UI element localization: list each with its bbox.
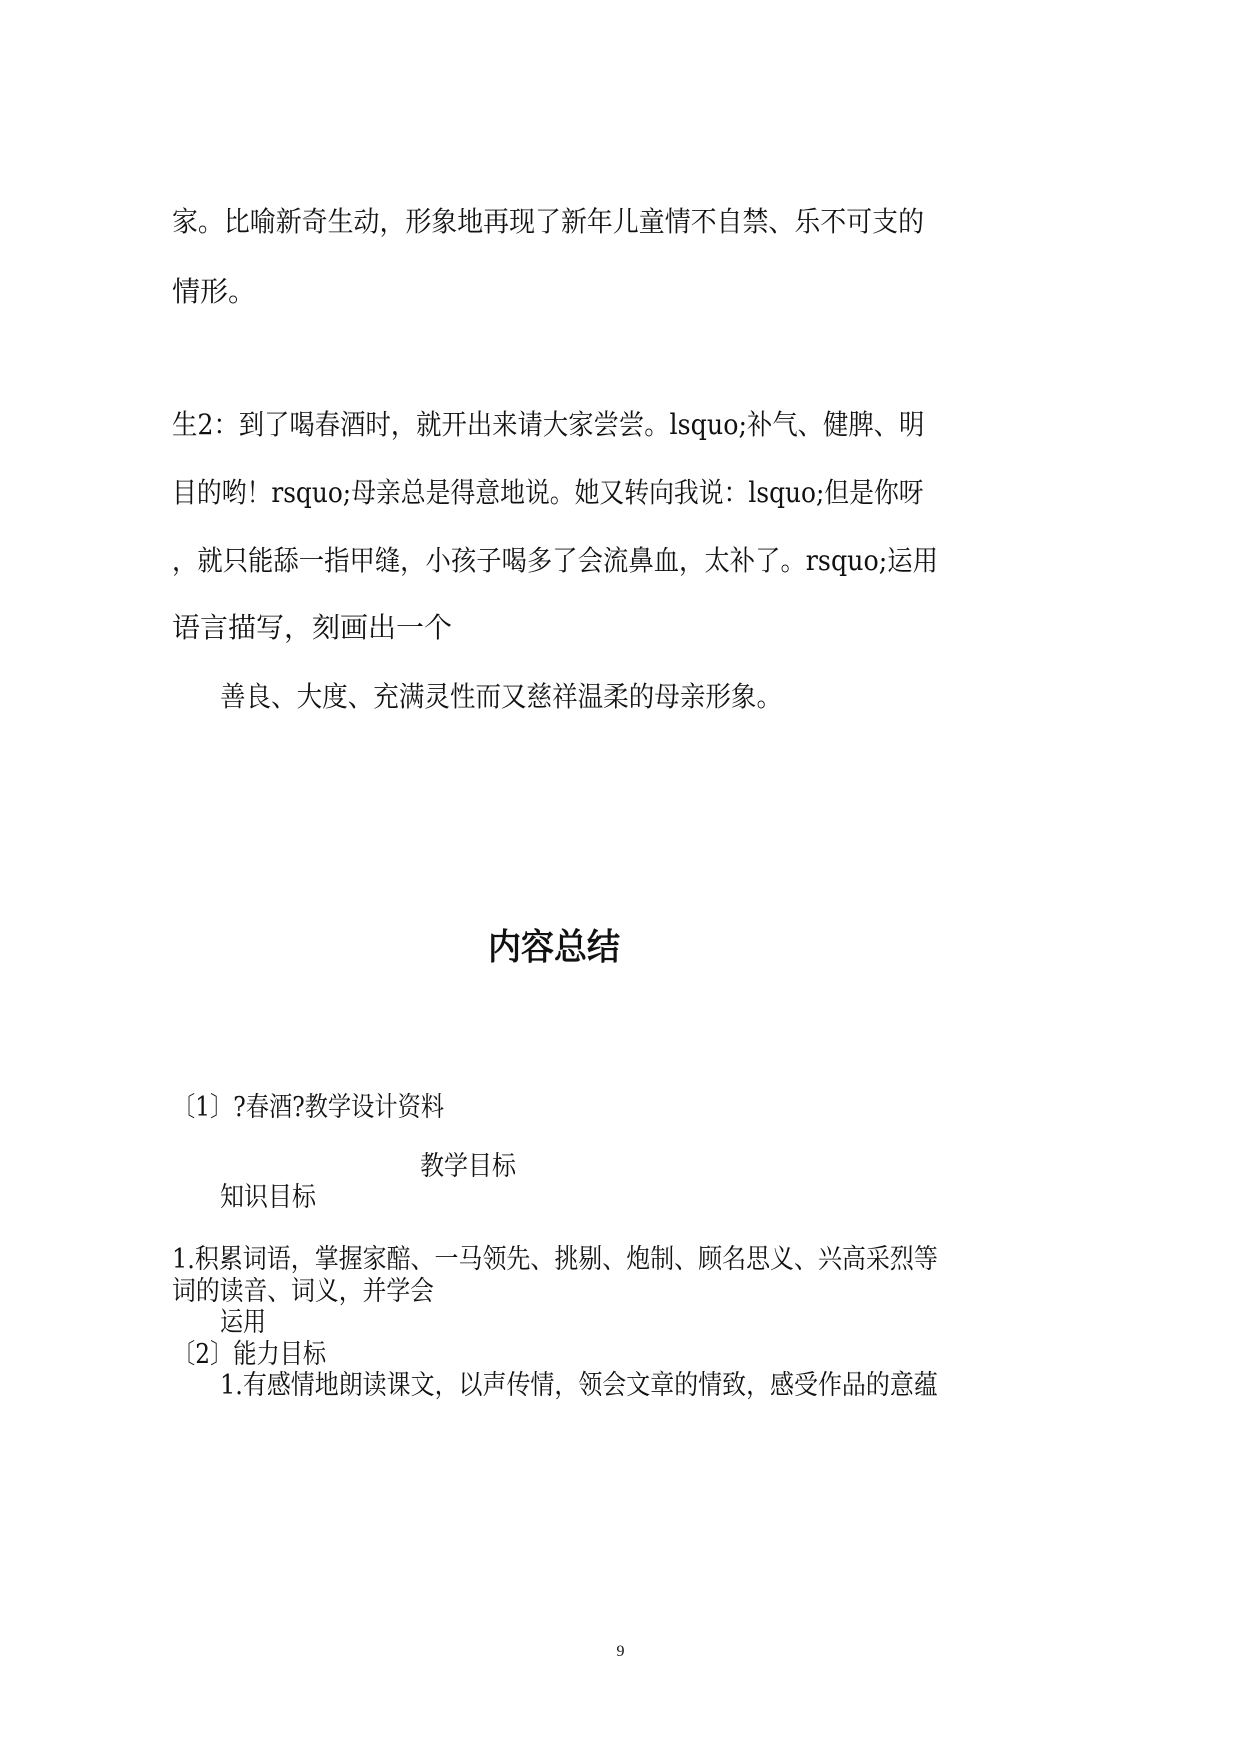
- paragraph-line: 情形。: [172, 275, 257, 308]
- paragraph-line: 善良、大度、充满灵性而又慈祥温柔的母亲形象。: [220, 680, 783, 713]
- summary-item: 〔2〕能力目标: [172, 1339, 327, 1370]
- paragraph-line: 语言描写，刻画出一个: [172, 611, 453, 644]
- summary-item: 〔1〕?春酒?教学设计资料: [172, 1092, 445, 1123]
- summary-subheading: 知识目标: [220, 1182, 316, 1213]
- page-number: 9: [616, 1643, 625, 1660]
- summary-item: 词的读音、词义，并学会: [172, 1276, 434, 1307]
- summary-item: 1.积累词语，掌握家醅、一马领先、挑剔、炮制、顾名思义、兴高采烈等: [172, 1244, 938, 1275]
- summary-item: 运用: [220, 1307, 266, 1338]
- section-heading: 内容总结: [488, 927, 621, 968]
- paragraph-line: 生2：到了喝春酒时，就开出来请大家尝尝。lsquo;补气、健脾、明: [172, 408, 925, 441]
- paragraph-line: 目的哟！rsquo;母亲总是得意地说。她又转向我说：lsquo;但是你呀: [172, 476, 924, 509]
- summary-subheading: 教学目标: [420, 1151, 516, 1182]
- summary-item: 1.有感情地朗读课文，以声传情，领会文章的情致，感受作品的意蕴: [220, 1370, 938, 1401]
- paragraph-line: 家。比喻新奇生动，形象地再现了新年儿童情不自禁、乐不可支的: [172, 205, 925, 238]
- paragraph-line: ，就只能舔一指甲缝，小孩子喝多了会流鼻血，太补了。rsquo;运用: [172, 544, 939, 577]
